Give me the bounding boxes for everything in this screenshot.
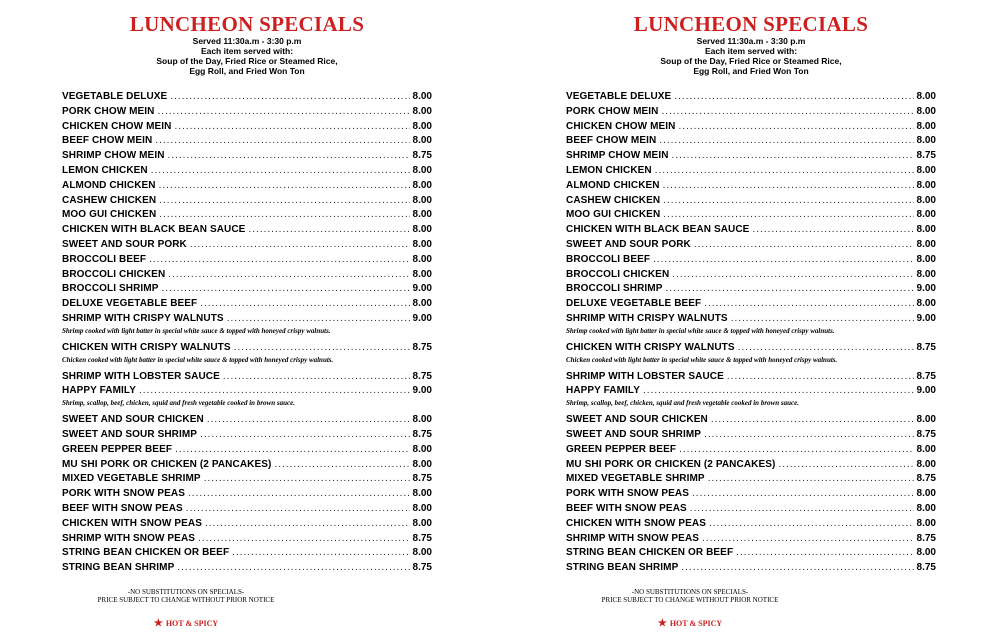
menu-item: [566, 532, 936, 547]
dot-leader: [672, 149, 914, 164]
menu-item-name: SWEET AND SOUR PORK: [62, 238, 187, 250]
dot-leader: [752, 223, 913, 238]
menu-item-name: LEMON CHICKEN: [566, 164, 652, 176]
menu-item-price: 8.00: [916, 414, 936, 426]
menu-item-price: 8.00: [412, 238, 432, 250]
dot-leader: [708, 472, 914, 487]
menu-item-price: 8.75: [412, 370, 432, 382]
menu-item-name: DELUXE VEGETABLE BEEF: [566, 298, 702, 310]
menu-item: [566, 341, 936, 356]
menu-item-name: STRING BEAN CHICKEN OR BEEF: [62, 547, 230, 559]
menu-item-price: 8.00: [412, 458, 432, 470]
menu-item-price: 8.75: [916, 150, 936, 162]
menu-item-name: GREEN PEPPER BEEF: [62, 443, 173, 455]
star-icon: ★: [153, 617, 163, 629]
dot-leader: [711, 413, 914, 428]
menu-item-price: 8.00: [916, 91, 936, 102]
menu-item-price: 9.00: [412, 312, 432, 324]
menu-item: [566, 312, 936, 327]
menu-item: [566, 179, 936, 194]
menu-item-description: Shrimp cooked with light batter in special white sauce & topped with honeyed crispy walnuts.: [566, 326, 835, 335]
menu-item-name: MU SHI PORK OR CHICKEN (2 PANCAKES): [62, 458, 272, 470]
menu-item-name: HAPPY FAMILY: [62, 385, 136, 397]
hot-spicy-label: HOT & SPICY: [669, 618, 723, 628]
dot-leader: [692, 487, 914, 502]
menu-item: [566, 194, 936, 209]
menu-item-description: Chicken cooked with light batter in special white sauce & topped with honeyed crispy walnuts.: [566, 355, 838, 364]
menu-item: [566, 413, 936, 428]
dot-leader: [653, 253, 913, 268]
menu-item-name: CASHEW CHICKEN: [566, 194, 661, 206]
menu-item-name: MU SHI PORK OR CHICKEN (2 PANCAKES): [566, 458, 776, 470]
dot-leader: [679, 443, 913, 458]
menu-item-price: 8.75: [916, 428, 936, 440]
menu-item-name: MIXED VEGETABLE SHRIMP: [566, 473, 705, 485]
menu-item-name: SHRIMP WITH CRISPY WALNUTS: [566, 312, 728, 324]
hot-spicy-label: HOT & SPICY: [165, 618, 219, 628]
menu-item: [566, 297, 936, 312]
menu-item-name: MOO GUI CHICKEN: [566, 209, 661, 221]
menu-subtitle-line: Served 11:30a.m - 3:30 p.m: [192, 36, 302, 46]
menu-item-name: CASHEW CHICKEN: [62, 194, 157, 206]
menu-item-price: 8.00: [916, 458, 936, 470]
dot-leader: [709, 517, 914, 532]
menu-subtitle-line: Each item served with:: [704, 46, 798, 56]
menu-item: [566, 134, 936, 149]
menu-item-price: 8.00: [412, 120, 432, 132]
dot-leader: [674, 90, 913, 105]
dot-leader: [643, 384, 914, 399]
menu-item-price: 8.00: [916, 298, 936, 310]
menu-item-price: 8.00: [916, 253, 936, 265]
dot-leader: [727, 370, 914, 385]
menu-item-name: MOO GUI CHICKEN: [62, 209, 157, 221]
menu-item-name: HAPPY FAMILY: [566, 385, 640, 397]
menu-item-price: 8.00: [916, 443, 936, 455]
menu-item-name: ALMOND CHICKEN: [62, 179, 156, 191]
menu-item-name: SHRIMP WITH CRISPY WALNUTS: [62, 312, 224, 324]
menu-item-price: 8.00: [412, 547, 432, 559]
dot-leader: [681, 561, 913, 576]
menu-item: [566, 268, 936, 283]
menu-item-name: STRING BEAN CHICKEN OR BEEF: [566, 547, 734, 559]
footer-line: -NO SUBSTITUTIONS ON SPECIALS-: [127, 587, 245, 596]
menu-item-description: Shrimp cooked with light batter in special white sauce & topped with honeyed crispy walnuts.: [62, 326, 331, 335]
menu-item-name: BROCCOLI BEEF: [62, 253, 147, 265]
menu-item-name: VEGETABLE DELUXE: [566, 91, 672, 102]
menu-item-name: PORK CHOW MEIN: [566, 105, 659, 117]
menu-item: [566, 90, 936, 105]
menu-item: [566, 546, 936, 561]
menu-item-name: PORK WITH SNOW PEAS: [566, 488, 690, 500]
menu-item-price: 8.75: [916, 370, 936, 382]
menu-item-price: 8.00: [412, 253, 432, 265]
menu-item: [566, 120, 936, 135]
menu-item-price: 8.00: [412, 443, 432, 455]
menu-item-name: PORK CHOW MEIN: [62, 105, 155, 117]
menu-item: [566, 561, 936, 576]
menu-item-name: BROCCOLI SHRIMP: [566, 283, 663, 295]
menu-item-name: STRING BEAN SHRIMP: [62, 562, 175, 574]
menu-items: [566, 90, 936, 576]
menu-item-name: CHICKEN WITH SNOW PEAS: [62, 517, 202, 529]
menu-item-price: 8.00: [412, 224, 432, 236]
menu-item-price: 8.00: [412, 502, 432, 514]
menu-item-description: Shrimp, scallop, beef, chicken, squid and fresh vegetable cooked in brown sauce.: [62, 399, 295, 408]
menu-item-name: SHRIMP WITH LOBSTER SAUCE: [62, 370, 220, 382]
dot-leader: [666, 282, 914, 297]
menu-title: LUNCHEON SPECIALS: [633, 12, 869, 36]
menu-item-price: 8.00: [412, 91, 432, 102]
menu-subtitle-line: Each item served with:: [200, 46, 294, 56]
dot-leader: [659, 134, 913, 149]
dot-leader: [736, 546, 913, 561]
menu-subtitle-line: Soup of the Day, Fried Rice or Steamed Rice,: [660, 56, 842, 66]
menu-item: [566, 282, 936, 297]
menu-item-name: CHICKEN WITH SNOW PEAS: [566, 517, 706, 529]
menu-item-price: 8.00: [412, 164, 432, 176]
menu-item-name: SHRIMP CHOW MEIN: [566, 150, 669, 162]
menu-item-price: 8.00: [916, 120, 936, 132]
menu-item-name: SWEET AND SOUR SHRIMP: [566, 428, 702, 440]
dot-leader: [663, 194, 913, 209]
menu-item-price: 8.00: [916, 224, 936, 236]
menu-item: [566, 164, 936, 179]
menu-item-name: SHRIMP CHOW MEIN: [62, 150, 165, 162]
footer-line: -NO SUBSTITUTIONS ON SPECIALS-: [631, 587, 749, 596]
menu-item-price: 8.75: [916, 341, 936, 353]
menu-item: [566, 208, 936, 223]
menu-item-name: SWEET AND SOUR SHRIMP: [62, 428, 198, 440]
menu-item: [566, 428, 936, 443]
menu-item-price: 8.00: [916, 502, 936, 514]
menu-item-price: 9.00: [412, 283, 432, 295]
menu-item-price: 8.00: [412, 105, 432, 117]
menu-item: [566, 370, 936, 385]
dot-leader: [663, 179, 914, 194]
menu-item-price: 8.75: [412, 341, 432, 353]
menu-item: [566, 384, 936, 399]
menu-item: [566, 253, 936, 268]
menu-item-name: DELUXE VEGETABLE BEEF: [62, 298, 198, 310]
menu-item: [566, 517, 936, 532]
dot-leader: [690, 502, 914, 517]
menu-item: [566, 149, 936, 164]
menu-item-price: 8.00: [916, 517, 936, 529]
dot-leader: [663, 208, 913, 223]
menu-item-price: 8.00: [916, 164, 936, 176]
menu-item-name: BROCCOLI SHRIMP: [62, 283, 159, 295]
dot-leader: [662, 105, 914, 120]
dot-leader: [704, 428, 913, 443]
menu-item-price: 8.75: [916, 473, 936, 485]
menu-item-price: 8.00: [412, 135, 432, 147]
dot-leader: [702, 532, 913, 547]
menu-item: [566, 105, 936, 120]
menu-subtitle-line: Egg Roll, and Fried Won Ton: [189, 66, 305, 76]
menu-item-name: CHICKEN CHOW MEIN: [62, 120, 172, 132]
menu-item-name: SHRIMP WITH SNOW PEAS: [62, 532, 196, 544]
menu-item-price: 8.00: [412, 517, 432, 529]
dot-leader: [704, 297, 913, 312]
menu-item-price: 8.00: [916, 488, 936, 500]
menu-item-name: PORK WITH SNOW PEAS: [62, 488, 186, 500]
menu-item-name: LEMON CHICKEN: [62, 164, 148, 176]
menu-item-name: CHICKEN CHOW MEIN: [566, 120, 676, 132]
menu-item-name: MIXED VEGETABLE SHRIMP: [62, 473, 201, 485]
menu-item-price: 9.00: [916, 385, 936, 397]
menu-item-name: BROCCOLI CHICKEN: [62, 268, 166, 280]
menu-item-name: BROCCOLI BEEF: [566, 253, 651, 265]
menu-item: [566, 487, 936, 502]
menu-subtitle-line: Egg Roll, and Fried Won Ton: [693, 66, 809, 76]
menu-item: [566, 472, 936, 487]
menu-item-name: STRING BEAN SHRIMP: [566, 562, 679, 574]
menu-item-name: CHICKEN WITH CRISPY WALNUTS: [62, 341, 231, 353]
menu-item-name: BEEF CHOW MEIN: [566, 135, 657, 147]
menu-item-price: 8.00: [412, 209, 432, 221]
star-icon: ★: [657, 617, 667, 629]
menu-subtitle-line: Served 11:30a.m - 3:30 p.m: [696, 36, 806, 46]
menu-item-price: 8.00: [412, 194, 432, 206]
menu-item-name: CHICKEN WITH CRISPY WALNUTS: [566, 341, 735, 353]
menu-item-price: 8.00: [916, 268, 936, 280]
menu-item-price: 8.00: [916, 238, 936, 250]
dot-leader: [731, 312, 914, 327]
menu-item-price: 8.75: [916, 532, 936, 544]
menu-item: [566, 443, 936, 458]
menu-item-price: 8.75: [412, 532, 432, 544]
hot-spicy-legend: [566, 618, 814, 629]
dot-leader: [694, 238, 914, 253]
menu-item-name: CHICKEN WITH BLACK BEAN SAUCE: [566, 224, 750, 236]
menu-item-price: 8.00: [412, 179, 432, 191]
menu-item-name: SHRIMP WITH SNOW PEAS: [566, 532, 700, 544]
menu-item-price: 8.00: [916, 547, 936, 559]
menu-item-description: Shrimp, scallop, beef, chicken, squid and fresh vegetable cooked in brown sauce.: [566, 399, 799, 408]
menu-item-price: 8.00: [916, 105, 936, 117]
menu-item: [566, 223, 936, 238]
menu-item-price: 8.00: [916, 179, 936, 191]
menu-item-name: BEEF WITH SNOW PEAS: [62, 502, 183, 514]
menu-subtitle-line: Soup of the Day, Fried Rice or Steamed Rice,: [156, 56, 338, 66]
dot-leader: [738, 341, 914, 356]
menu-item-price: 8.00: [412, 488, 432, 500]
menu-item-name: BROCCOLI CHICKEN: [566, 268, 670, 280]
menu-item-price: 8.75: [916, 562, 936, 574]
menu-item-price: 9.00: [916, 283, 936, 295]
menu-item-price: 8.00: [916, 209, 936, 221]
menu-item-name: BEEF WITH SNOW PEAS: [566, 502, 687, 514]
menu-item-price: 8.00: [916, 135, 936, 147]
menu-content: [566, 12, 936, 629]
menu-item-price: 8.75: [412, 428, 432, 440]
menu-item-price: 8.75: [412, 562, 432, 574]
menu-title: LUNCHEON SPECIALS: [129, 12, 365, 36]
menu-item-name: SWEET AND SOUR CHICKEN: [566, 414, 708, 426]
menu-item-name: GREEN PEPPER BEEF: [566, 443, 677, 455]
menu-item-name: CHICKEN WITH BLACK BEAN SAUCE: [62, 224, 246, 236]
dot-leader: [778, 458, 913, 473]
menu-item-name: SWEET AND SOUR CHICKEN: [62, 414, 204, 426]
menu-item-name: VEGETABLE DELUXE: [62, 91, 168, 102]
menu-item-price: 8.00: [412, 268, 432, 280]
menu-item-price: 8.00: [412, 414, 432, 426]
dot-leader: [672, 268, 913, 283]
menu-item-price: 9.00: [412, 385, 432, 397]
menu-item: [566, 502, 936, 517]
footer-line: PRICE SUBJECT TO CHANGE WITHOUT PRIOR NOTICE: [601, 595, 779, 604]
menu-item: [566, 238, 936, 253]
dot-leader: [655, 164, 914, 179]
menu-item-name: BEEF CHOW MEIN: [62, 135, 153, 147]
menu-item-price: 9.00: [916, 312, 936, 324]
menu-item-price: 8.00: [412, 298, 432, 310]
menu-item: [566, 458, 936, 473]
menu-item-price: 8.75: [412, 150, 432, 162]
footer-line: PRICE SUBJECT TO CHANGE WITHOUT PRIOR NOTICE: [97, 595, 275, 604]
menu-item-name: ALMOND CHICKEN: [566, 179, 660, 191]
menu-item-price: 8.75: [412, 473, 432, 485]
dot-leader: [678, 120, 913, 135]
menu-item-price: 8.00: [916, 194, 936, 206]
menu-item-name: SWEET AND SOUR PORK: [566, 238, 691, 250]
menu-footer: [566, 588, 814, 604]
menu-item-name: SHRIMP WITH LOBSTER SAUCE: [566, 370, 724, 382]
menu-item-description: Chicken cooked with light batter in special white sauce & topped with honeyed crispy walnuts.: [62, 355, 334, 364]
